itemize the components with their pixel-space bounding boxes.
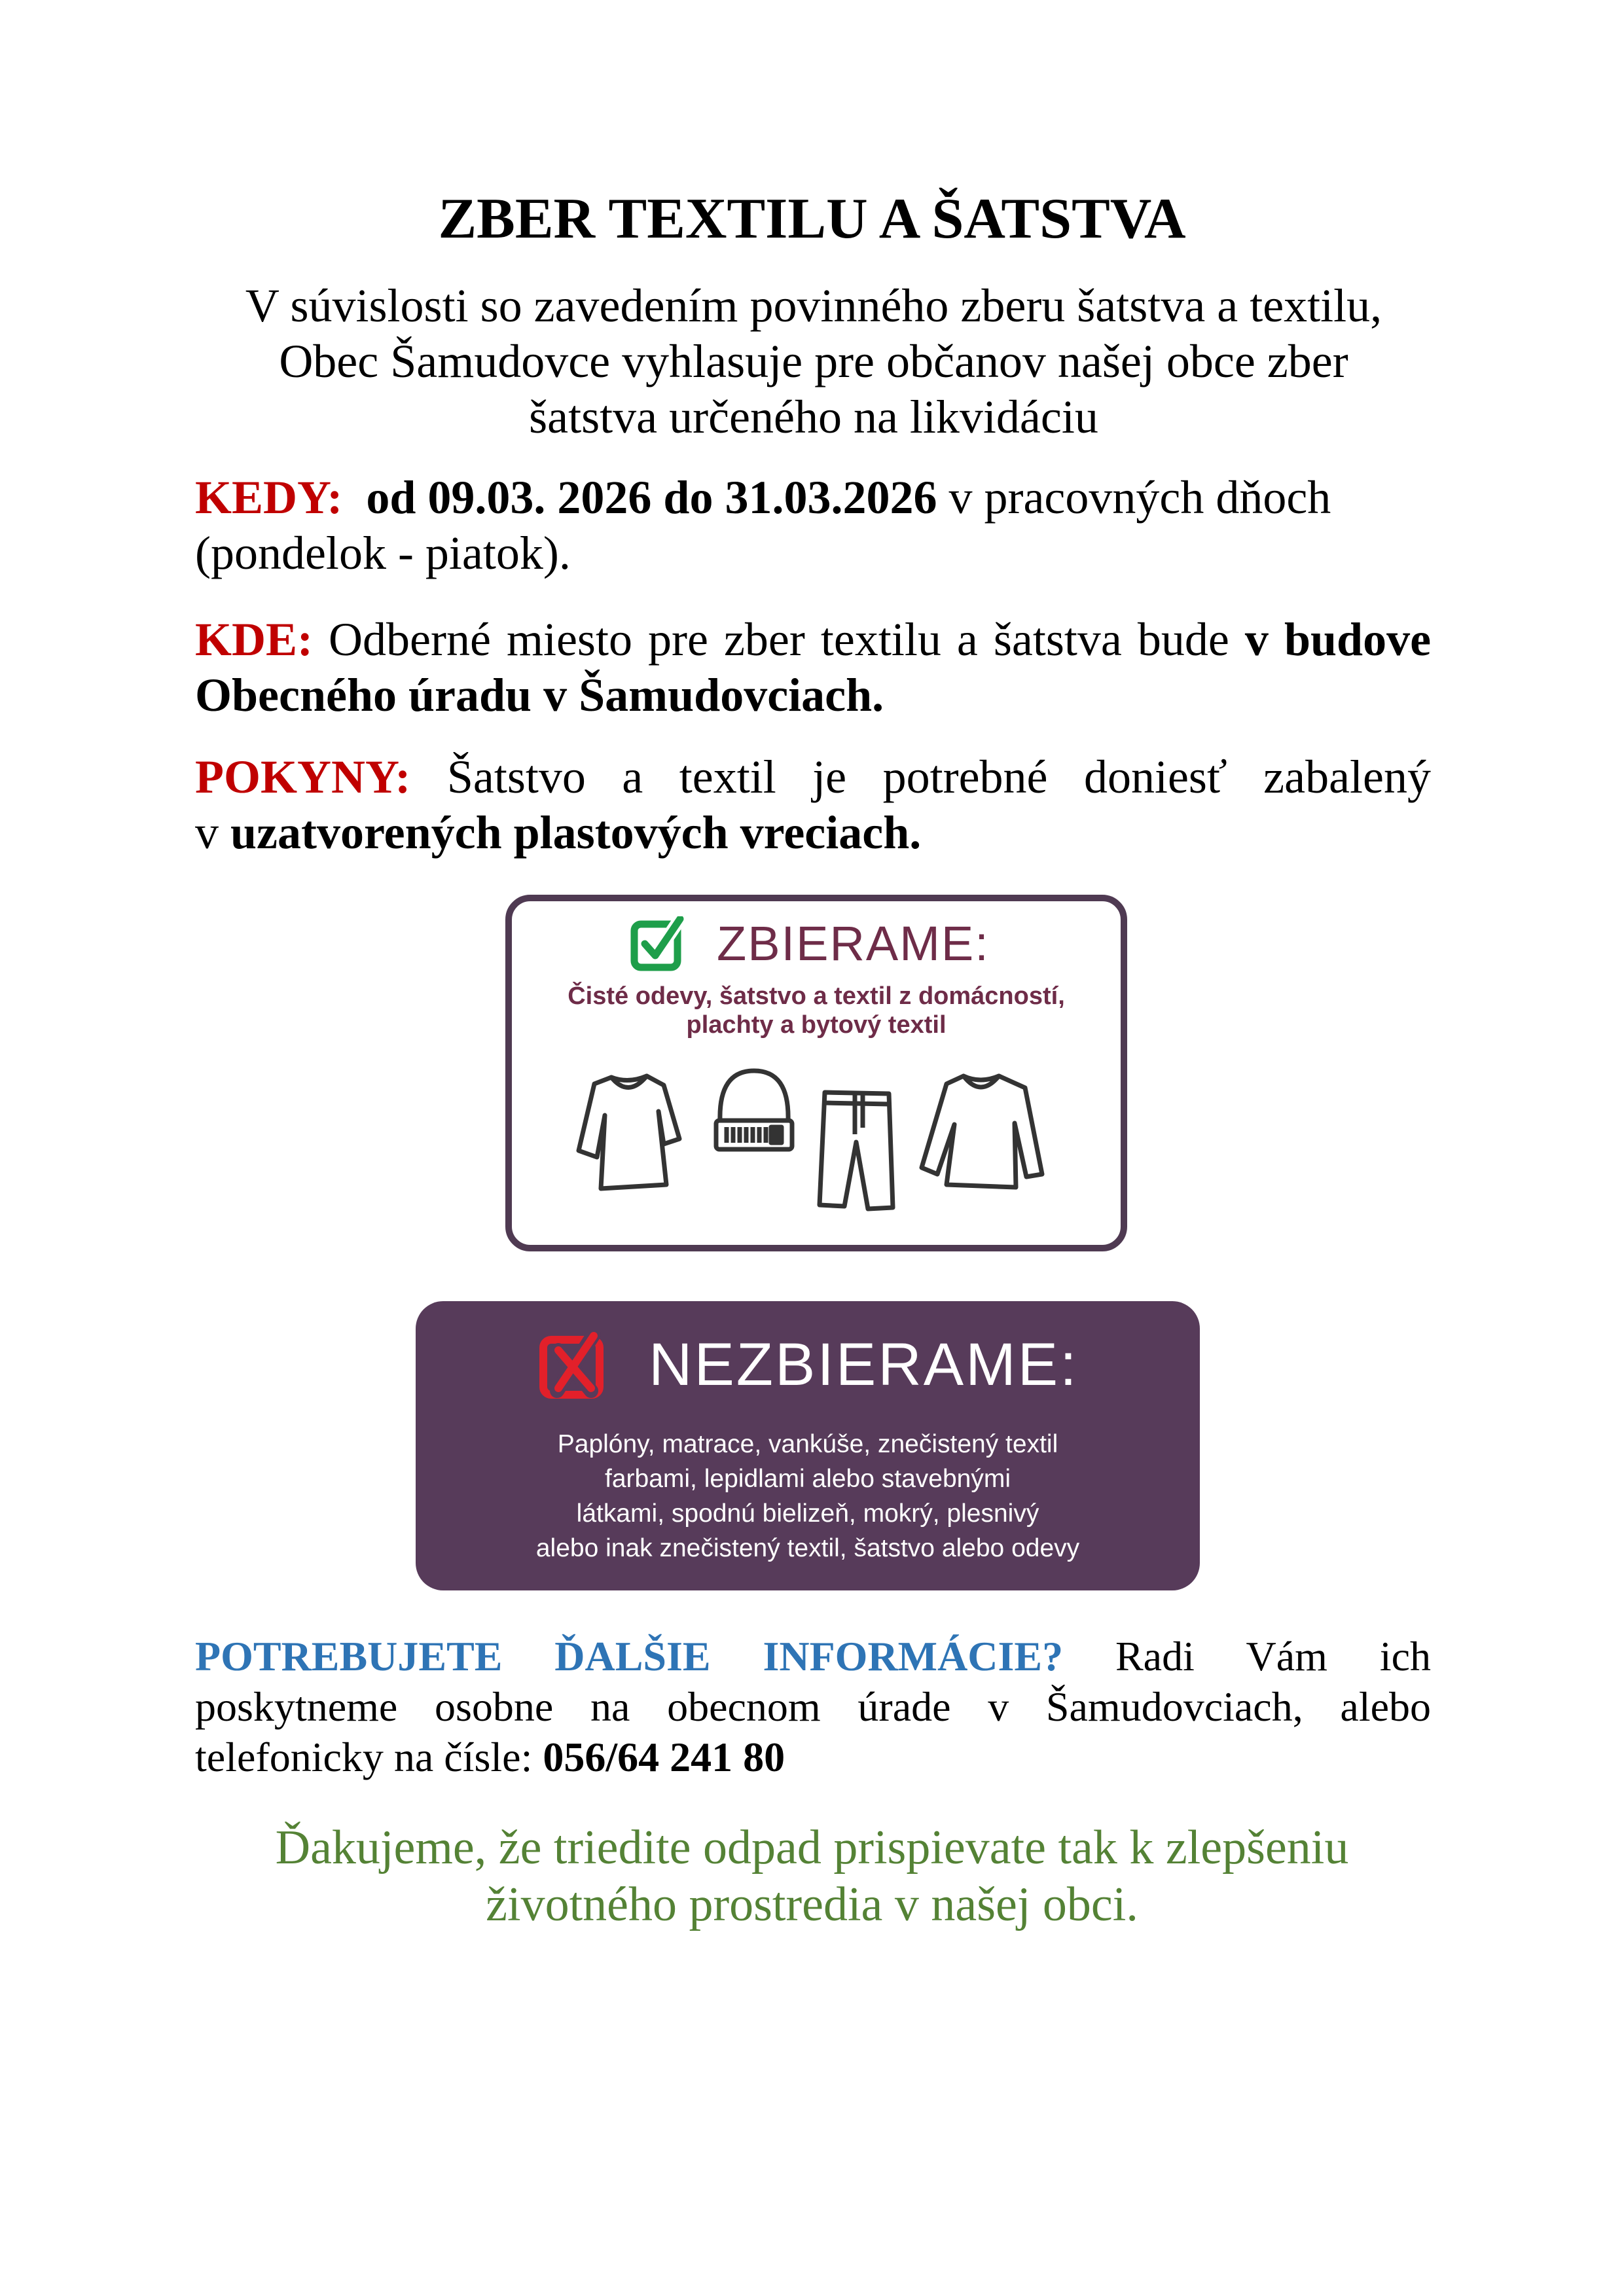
instructions-text: Šatstvo a textil je potrebné doniesť zabalený: [446, 751, 1431, 803]
not-collected-heading-label: NEZBIERAME:: [649, 1331, 1079, 1398]
when-days: (pondelok - piatok).: [195, 527, 571, 579]
instructions-label: POKYNY:: [195, 751, 411, 803]
contact-line-2: poskytneme osobne na obecnom úrade v Šamudovciach, alebo: [195, 1683, 1431, 1730]
when-dates: od 09.03. 2026 do 31.03.2026: [366, 471, 937, 524]
intro-line: V súvislosti so zavedením povinného zberu šatstva a textilu,: [245, 279, 1382, 332]
page-title: ZBER TEXTILU A ŠATSTVA: [438, 187, 1186, 251]
collected-heading: [630, 914, 990, 973]
thank-you-note: [0, 1820, 1624, 1933]
thank-you-line: životného prostredia v našej obci.: [486, 1878, 1138, 1931]
not-collected-line: alebo inak znečistený textil, šatstvo alebo odevy: [535, 1534, 1080, 1562]
collected-description-line: Čisté odevy, šatstvo a textil z domácností,: [568, 982, 1065, 1010]
red-cross-checkbox-icon: [539, 1331, 607, 1399]
t-shirt-icon: [575, 1072, 683, 1193]
not-collected-line: farbami, lepidlami alebo stavebnými: [605, 1465, 1011, 1493]
collected-heading-label: ZBIERAME:: [717, 916, 990, 971]
intro-line: Obec Šamudovce vyhlasuje pre občanov našej obce zber: [279, 335, 1348, 387]
contact-info: [195, 1631, 1431, 1782]
green-checkbox-icon: [630, 916, 685, 971]
where-section: [195, 612, 1431, 723]
intro-line: šatstva určeného na likvidáciu: [529, 391, 1098, 443]
contact-line-1: [195, 1631, 1431, 1681]
not-collected-line: látkami, spodnú bielizeň, mokrý, plesnivý: [576, 1499, 1039, 1528]
where-location-2: Obecného úradu v Šamudovciach.: [195, 669, 884, 721]
instructions-bags: uzatvorených plastových vreciach.: [230, 806, 922, 859]
beanie-hat-icon: [713, 1068, 796, 1153]
instructions-line-1: [195, 749, 1431, 805]
instructions-prefix: v: [195, 806, 219, 859]
contact-line-3: [195, 1732, 1431, 1782]
not-collected-heading: [539, 1331, 1079, 1399]
long-sleeve-shirt-icon: [918, 1072, 1045, 1193]
not-collected-description: [416, 1427, 1200, 1566]
where-label: KDE:: [195, 613, 313, 666]
when-text: v pracovných dňoch: [948, 471, 1331, 524]
instructions-section: [195, 749, 1431, 861]
info-question: POTREBUJETE ĎALŠIE INFORMÁCIE?: [195, 1633, 1064, 1679]
when-section: [195, 470, 1431, 581]
where-location-1: v budove: [1244, 613, 1432, 666]
trousers-icon: [816, 1088, 898, 1211]
phone-label: telefonicky na čísle:: [195, 1734, 533, 1780]
when-label: KEDY:: [195, 471, 343, 524]
where-text: Odberné miesto pre zber textilu a šatstva bude: [329, 613, 1229, 666]
not-collected-line: Paplóny, matrace, vankúše, znečistený textil: [557, 1430, 1058, 1458]
collected-description: [505, 982, 1127, 1039]
thank-you-line: Ďakujeme, že triedite odpad prispievate tak k zlepšeniu: [275, 1821, 1349, 1874]
collected-description-line: plachty a bytový textil: [686, 1011, 947, 1039]
phone-number: 056/64 241 80: [543, 1734, 785, 1780]
intro-paragraph: [196, 278, 1431, 445]
info-offer: Radi Vám ich: [1115, 1633, 1432, 1679]
